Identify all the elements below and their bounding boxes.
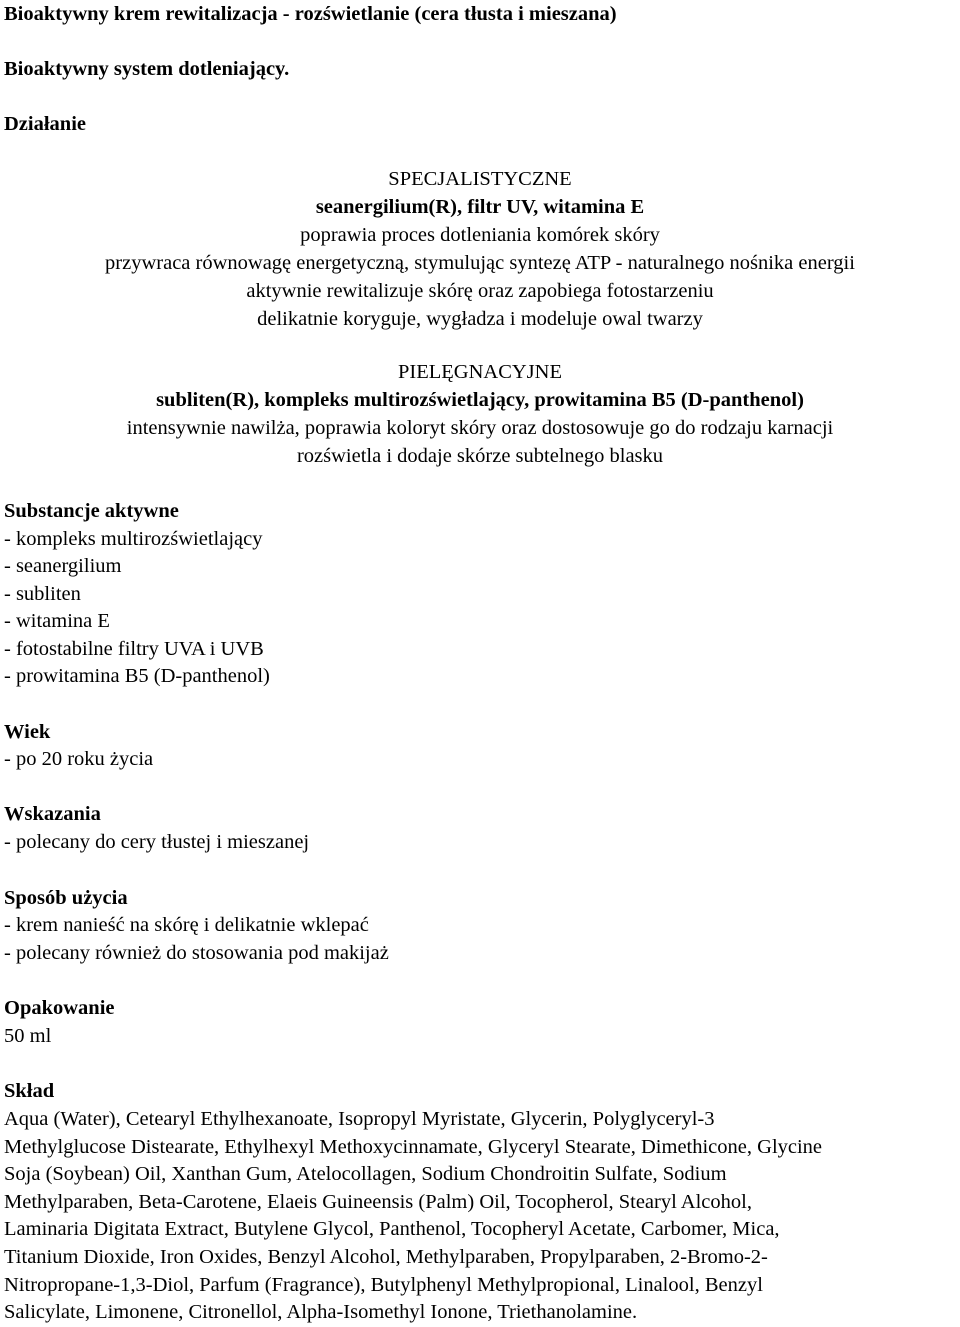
care-line: rozświetla i dodaje skórze subtelnego blasku bbox=[296, 445, 664, 467]
care-heading: PIELĘGNACYJNE bbox=[398, 361, 562, 383]
packaging-value: 50 ml bbox=[4, 1025, 52, 1047]
composition-line: Nitropropane-1,3-Diol, Parfum (Fragrance), Butylphenyl Methylpropional, Linalool, Benzyl bbox=[4, 1273, 763, 1296]
list-item: - po 20 roku życia bbox=[4, 748, 154, 770]
specialist-line: przywraca równowagę energetyczną, stymulując syntezę ATP - naturalnego nośnika energii bbox=[105, 252, 855, 274]
list-item: - polecany do cery tłustej i mieszanej bbox=[4, 831, 310, 853]
composition-line: Soja (Soybean) Oil, Xanthan Gum, Atelocollagen, Sodium Chondroitin Sulfate, Sodium bbox=[4, 1163, 727, 1186]
composition-line: Titanium Dioxide, Iron Oxides, Benzyl Alcohol, Methylparaben, Propylparaben, 2-Bromo-2- bbox=[4, 1245, 768, 1268]
composition-line: Laminaria Digitata Extract, Butylene Glycol, Panthenol, Tocopheryl Acetate, Carbomer, Mica, bbox=[4, 1218, 780, 1241]
indications-heading: Wskazania bbox=[4, 803, 101, 825]
product-title: Bioaktywny krem rewitalizacja - rozświetlanie (cera tłusta i mieszana) bbox=[4, 3, 617, 25]
composition-text bbox=[4, 1106, 960, 1327]
care-ingredients: subliten(R), kompleks multirozświetlający, prowitamina B5 (D-panthenol) bbox=[156, 389, 804, 411]
active-substances-heading: Substancje aktywne bbox=[4, 500, 179, 522]
packaging-heading: Opakowanie bbox=[4, 997, 115, 1019]
list-item: - krem nanieść na skórę i delikatnie wklepać bbox=[4, 914, 369, 936]
list-item: - prowitamina B5 (D-panthenol) bbox=[4, 665, 270, 687]
age-heading: Wiek bbox=[4, 721, 51, 743]
specialist-ingredients: seanergilium(R), filtr UV, witamina E bbox=[315, 196, 645, 218]
list-item: - witamina E bbox=[4, 610, 110, 632]
specialist-heading: SPECJALISTYCZNE bbox=[388, 168, 572, 190]
list-item: - kompleks multirozświetlający bbox=[4, 528, 263, 550]
composition-heading: Skład bbox=[4, 1080, 55, 1102]
composition-line: Salicylate, Limonene, Citronellol, Alpha-Isomethyl Ionone, Triethanolamine. bbox=[4, 1301, 638, 1324]
composition-line: Aqua (Water), Cetearyl Ethylhexanoate, Isopropyl Myristate, Glycerin, Polyglyceryl-3 bbox=[4, 1108, 715, 1130]
product-subtitle: Bioaktywny system dotleniający. bbox=[4, 58, 290, 80]
list-item: - polecany również do stosowania pod makijaż bbox=[4, 942, 389, 964]
list-item: - fotostabilne filtry UVA i UVB bbox=[4, 638, 264, 660]
list-item: - seanergilium bbox=[4, 555, 122, 577]
composition-line: Methylglucose Distearate, Ethylhexyl Methoxycinnamate, Glyceryl Stearate, Dimethicone, Glycine bbox=[4, 1135, 823, 1158]
specialist-line: delikatnie koryguje, wygładza i modeluje owal twarzy bbox=[257, 308, 703, 330]
specialist-line: poprawia proces dotleniania komórek skóry bbox=[300, 224, 660, 246]
composition-line: Methylparaben, Beta-Carotene, Elaeis Guineensis (Palm) Oil, Tocopherol, Stearyl Alcohol, bbox=[4, 1190, 752, 1213]
action-heading: Działanie bbox=[4, 113, 86, 135]
usage-heading: Sposób użycia bbox=[4, 887, 128, 909]
care-line: intensywnie nawilża, poprawia koloryt skóry oraz dostosowuje go do rodzaju karnacji bbox=[126, 417, 834, 439]
list-item: - subliten bbox=[4, 583, 81, 605]
specialist-line: aktywnie rewitalizuje skórę oraz zapobiega fotostarzeniu bbox=[246, 280, 714, 302]
